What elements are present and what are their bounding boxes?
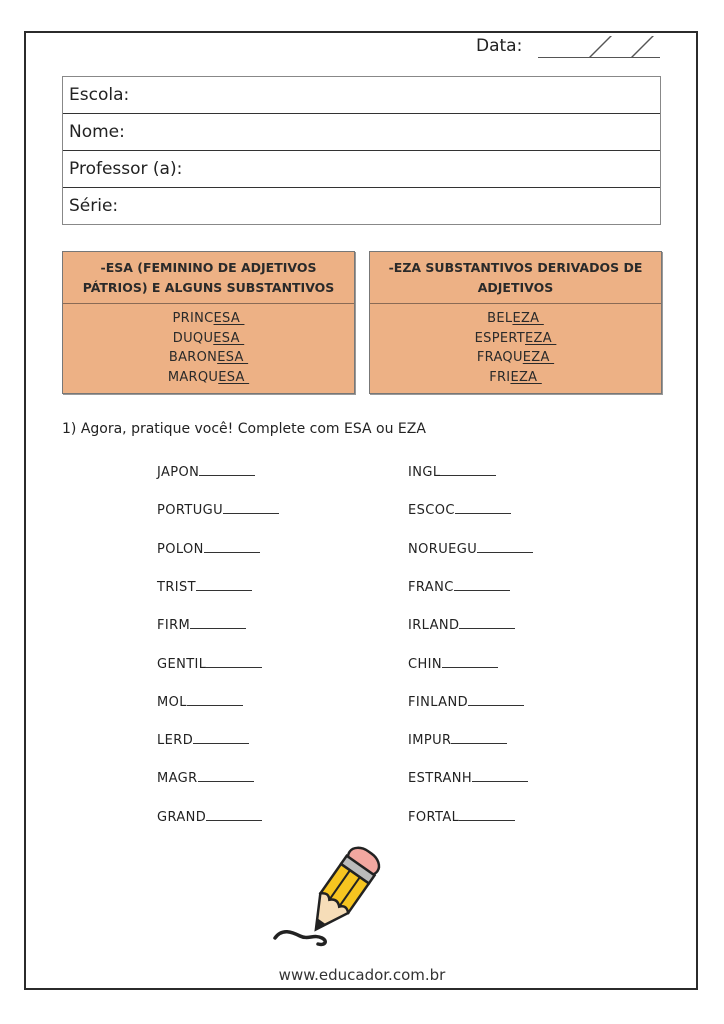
answer-blank[interactable] — [198, 769, 254, 782]
exercise-item — [157, 540, 260, 557]
exercise-item — [408, 731, 507, 748]
answer-blank[interactable] — [472, 769, 528, 782]
word-stem: ESCOC — [408, 503, 455, 519]
word-stem: FRI — [489, 369, 511, 385]
word-stem: MARQU — [167, 369, 219, 385]
word-suffix: EZA — [510, 369, 542, 385]
exercise-item — [408, 540, 533, 557]
example-word — [370, 329, 661, 349]
word-stem: IMPUR — [408, 733, 452, 749]
answer-blank[interactable] — [455, 501, 511, 514]
field-label: Nome: — [69, 122, 125, 142]
field-nome[interactable] — [63, 114, 660, 151]
exercise-item — [157, 463, 255, 480]
example-word — [63, 309, 354, 329]
exercise-item — [157, 501, 279, 518]
date-label: Data: — [476, 36, 523, 56]
word-stem: ESTRANH — [408, 771, 473, 787]
word-suffix: ESA — [217, 350, 249, 365]
rule-box-title: -EZA SUBSTANTIVOS DERIVADOS DE ADJETIVOS — [370, 252, 661, 304]
word-stem: FORTAL — [408, 809, 460, 825]
answer-blank[interactable] — [206, 808, 262, 821]
example-word — [370, 309, 661, 329]
word-stem: INGL — [408, 465, 441, 480]
answer-blank[interactable] — [204, 540, 260, 553]
exercise-item — [408, 578, 510, 595]
answer-blank[interactable] — [206, 655, 262, 668]
answer-blank[interactable] — [454, 578, 510, 591]
answer-blank[interactable] — [468, 693, 524, 706]
exercise-item — [408, 808, 515, 825]
field-professor[interactable] — [63, 151, 660, 188]
exercise-item — [408, 655, 498, 672]
answer-blank[interactable] — [459, 616, 515, 629]
example-word — [370, 348, 661, 368]
example-word — [63, 368, 354, 388]
word-stem: BARON — [168, 350, 218, 365]
word-stem: BEL — [487, 311, 513, 326]
word-stem: FIRM — [157, 618, 191, 634]
word-stem: NORUEGU — [408, 541, 478, 557]
exercise-item — [408, 769, 528, 786]
word-suffix: ESA — [213, 311, 245, 326]
word-suffix: ESA — [218, 369, 250, 385]
answer-blank[interactable] — [193, 731, 249, 744]
word-stem: PORTUGU — [157, 503, 224, 519]
word-stem: CHIN — [408, 656, 443, 672]
word-stem: GENTIL — [157, 656, 207, 672]
date-blank-line — [538, 57, 660, 58]
footer-url[interactable]: www.educador.com.br — [278, 966, 446, 984]
answer-blank[interactable] — [451, 731, 507, 744]
word-suffix: ESA — [213, 330, 245, 346]
exercise-item — [157, 655, 262, 672]
word-stem: LERD — [157, 733, 194, 749]
field-escola[interactable] — [63, 77, 660, 114]
word-stem: DUQU — [172, 330, 214, 346]
rule-box-esa — [62, 251, 355, 394]
answer-blank[interactable] — [459, 808, 515, 821]
exercise-item — [408, 693, 524, 710]
word-stem: FRANC — [408, 579, 454, 595]
exercise-item — [408, 616, 515, 633]
word-stem: FINLAND — [408, 694, 469, 710]
rule-box-title: -ESA (FEMININO DE ADJETIVOS PÁTRIOS) E ALGUNS SUBSTANTIVOS — [63, 252, 354, 304]
field-serie[interactable] — [63, 188, 660, 224]
answer-blank[interactable] — [196, 578, 252, 591]
rule-box-eza — [369, 251, 662, 394]
field-label: Escola: — [69, 85, 130, 105]
field-label: Série: — [69, 196, 119, 216]
exercise-item — [157, 808, 262, 825]
example-word — [63, 329, 354, 349]
exercise-item — [408, 501, 511, 518]
exercise-item — [157, 616, 246, 633]
word-suffix: EZA — [512, 311, 544, 326]
answer-blank[interactable] — [199, 463, 255, 476]
word-stem: FRAQU — [476, 350, 523, 365]
rule-box-words — [370, 304, 661, 387]
pencil-icon — [270, 840, 400, 950]
example-word — [63, 348, 354, 368]
word-stem: MAGR — [157, 771, 198, 787]
student-info-box — [62, 76, 661, 225]
word-stem: MOL — [157, 694, 187, 710]
answer-blank[interactable] — [187, 693, 243, 706]
word-stem: ESPERT — [474, 330, 525, 346]
answer-blank[interactable] — [223, 501, 279, 514]
answer-blank[interactable] — [477, 540, 533, 553]
answer-blank[interactable] — [440, 463, 496, 476]
exercise-item — [157, 578, 252, 595]
exercise-instruction: 1) Agora, pratique você! Complete com ESA ou EZA — [62, 421, 426, 437]
exercise-item — [157, 731, 249, 748]
exercise-item — [408, 463, 496, 480]
exercise-item — [157, 693, 243, 710]
word-stem: POLON — [157, 541, 204, 557]
word-suffix: EZA — [522, 350, 555, 365]
rule-box-words — [63, 304, 354, 387]
example-word — [370, 368, 661, 388]
word-suffix: EZA — [525, 330, 557, 346]
word-stem: JAPON — [157, 465, 200, 480]
word-stem: PRINC — [172, 311, 214, 326]
word-stem: GRAND — [157, 809, 207, 825]
exercise-item — [157, 769, 254, 786]
answer-blank[interactable] — [190, 616, 246, 629]
answer-blank[interactable] — [442, 655, 498, 668]
field-label: Professor (a): — [69, 159, 183, 179]
word-stem: TRIST — [157, 579, 197, 595]
word-stem: IRLAND — [408, 618, 460, 634]
